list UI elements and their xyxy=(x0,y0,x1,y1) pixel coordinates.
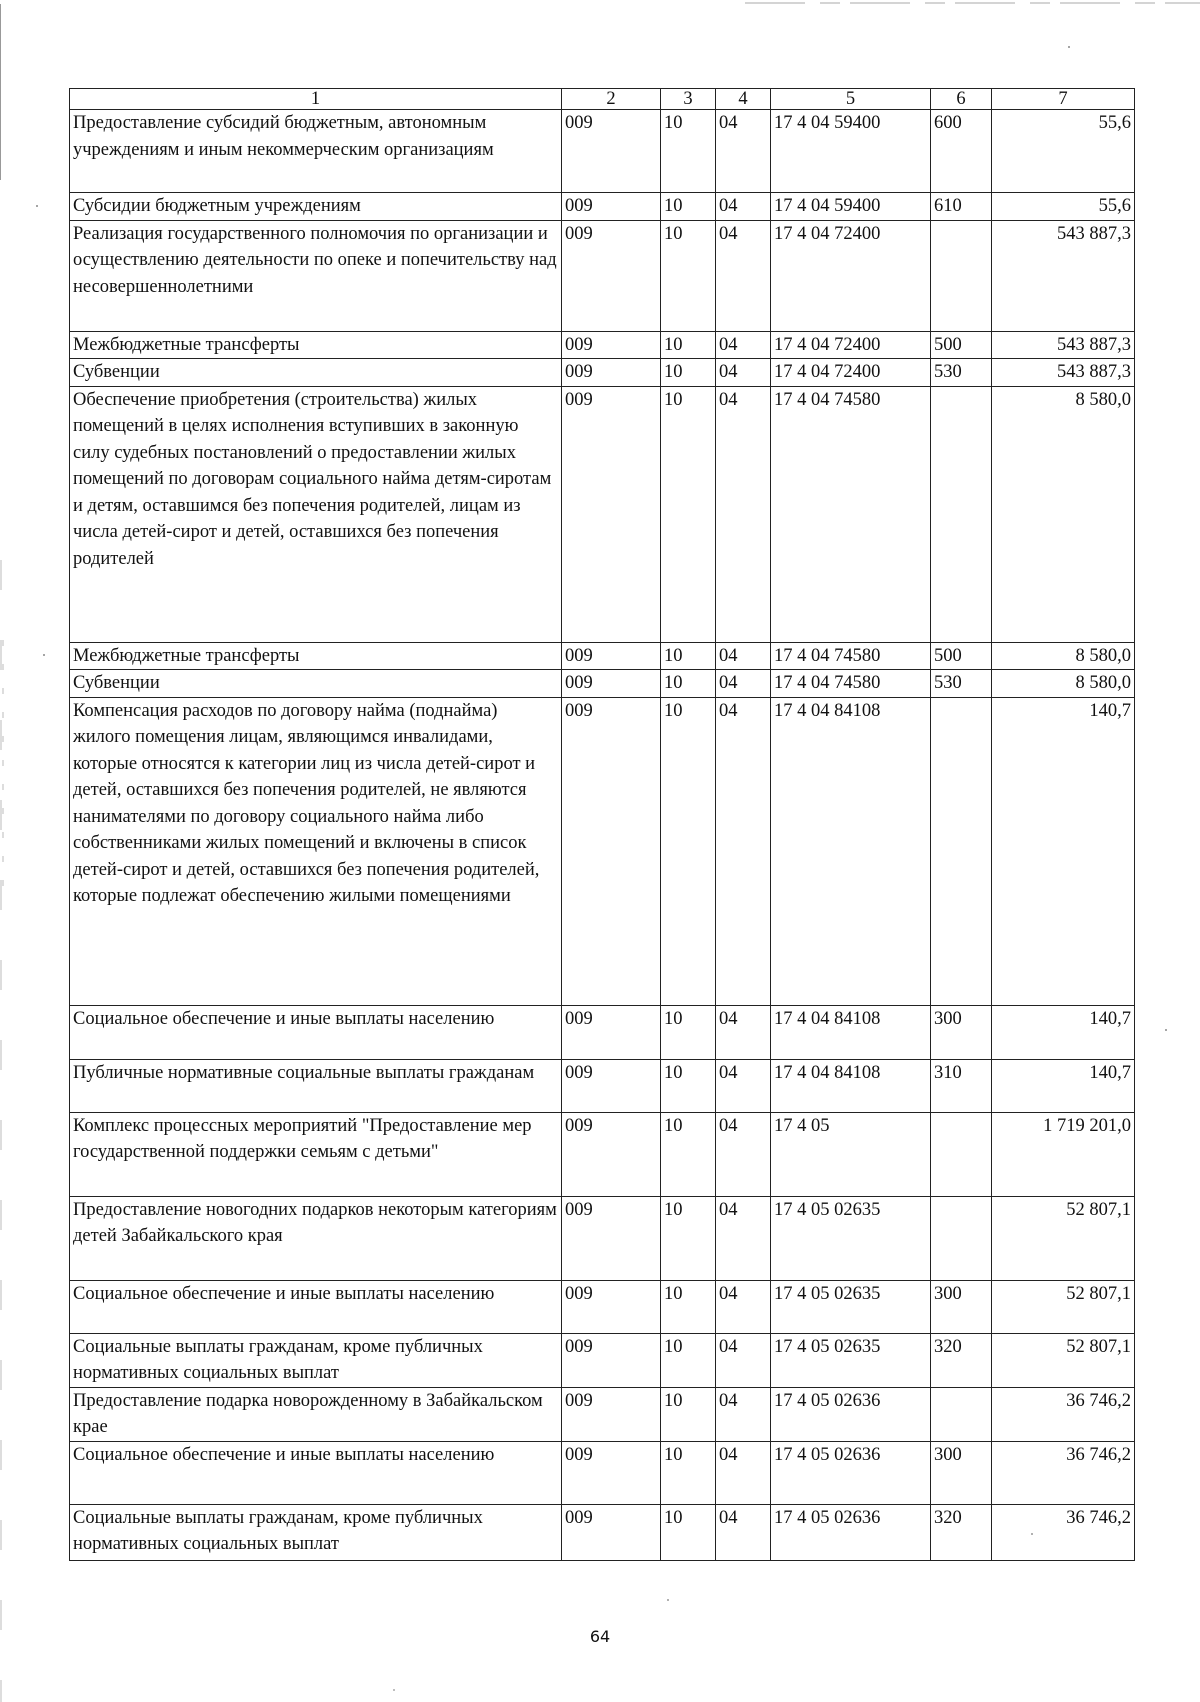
table-cell-c4: 04 xyxy=(716,1112,771,1196)
table-cell-c3: 10 xyxy=(661,1112,716,1196)
table-cell-c4: 04 xyxy=(716,359,771,387)
table-cell-c5: 17 4 04 72400 xyxy=(771,331,931,359)
table-row xyxy=(70,1504,1135,1560)
table-row xyxy=(70,1196,1135,1280)
table-cell-c7: 140,7 xyxy=(992,1059,1135,1112)
table-cell-c5: 17 4 04 84108 xyxy=(771,1005,931,1059)
table-cell-c3: 10 xyxy=(661,1005,716,1059)
table-cell-name: Предоставление подарка новорожденному в Забайкальском крае xyxy=(70,1387,562,1441)
table-cell-c2: 009 xyxy=(562,220,661,331)
table-cell-c5: 17 4 04 72400 xyxy=(771,220,931,331)
table-row xyxy=(70,1059,1135,1112)
table-cell-c5: 17 4 05 02635 xyxy=(771,1333,931,1387)
table-cell-c4: 04 xyxy=(716,331,771,359)
table-cell-c3: 10 xyxy=(661,697,716,1005)
table-cell-c5: 17 4 04 74580 xyxy=(771,386,931,642)
table-row xyxy=(70,386,1135,642)
table-cell-c7: 543 887,3 xyxy=(992,220,1135,331)
table-cell-c6: 300 xyxy=(931,1005,992,1059)
table-cell-c2: 009 xyxy=(562,1112,661,1196)
table-cell-c2: 009 xyxy=(562,359,661,387)
table-cell-c3: 10 xyxy=(661,1441,716,1504)
table-cell-c6: 300 xyxy=(931,1280,992,1333)
table-cell-c2: 009 xyxy=(562,331,661,359)
table-cell-c3: 10 xyxy=(661,1504,716,1560)
table-cell-c5: 17 4 04 84108 xyxy=(771,697,931,1005)
table-cell-c3: 10 xyxy=(661,110,716,193)
table-cell-name: Предоставление субсидий бюджетным, автономным учреждениям и иным некоммерческим организациям xyxy=(70,110,562,193)
table-row xyxy=(70,642,1135,670)
table-cell-c3: 10 xyxy=(661,331,716,359)
table-cell-c3: 10 xyxy=(661,642,716,670)
table-cell-c3: 10 xyxy=(661,386,716,642)
table-row xyxy=(70,1333,1135,1387)
table-cell-c6: 530 xyxy=(931,359,992,387)
table-row xyxy=(70,1441,1135,1504)
table-cell-c6: 320 xyxy=(931,1333,992,1387)
table-cell-name: Социальное обеспечение и иные выплаты населению xyxy=(70,1280,562,1333)
column-header: 7 xyxy=(992,89,1135,110)
table-cell-c3: 10 xyxy=(661,670,716,698)
table-cell-c5: 17 4 04 59400 xyxy=(771,110,931,193)
table-cell-c6: 500 xyxy=(931,642,992,670)
table-cell-c6: 530 xyxy=(931,670,992,698)
table-cell-c7: 55,6 xyxy=(992,110,1135,193)
table-cell-name: Социальное обеспечение и иные выплаты населению xyxy=(70,1005,562,1059)
table-cell-name: Предоставление новогодних подарков некоторым категориям детей Забайкальского края xyxy=(70,1196,562,1280)
column-header: 1 xyxy=(70,89,562,110)
table-cell-c7: 543 887,3 xyxy=(992,331,1135,359)
table-cell-c2: 009 xyxy=(562,1005,661,1059)
table-cell-c5: 17 4 05 02636 xyxy=(771,1387,931,1441)
table-cell-c7: 55,6 xyxy=(992,193,1135,221)
table-cell-c6 xyxy=(931,386,992,642)
table-cell-name: Социальные выплаты гражданам, кроме публичных нормативных социальных выплат xyxy=(70,1333,562,1387)
table-cell-c5: 17 4 05 xyxy=(771,1112,931,1196)
table-row xyxy=(70,1280,1135,1333)
table-cell-c3: 10 xyxy=(661,1387,716,1441)
column-header: 6 xyxy=(931,89,992,110)
table-cell-c4: 04 xyxy=(716,697,771,1005)
budget-table xyxy=(69,88,1135,1561)
table-cell-c2: 009 xyxy=(562,1504,661,1560)
table-cell-c7: 36 746,2 xyxy=(992,1441,1135,1504)
table-cell-name: Публичные нормативные социальные выплаты гражданам xyxy=(70,1059,562,1112)
table-cell-name: Социальное обеспечение и иные выплаты населению xyxy=(70,1441,562,1504)
table-cell-c5: 17 4 05 02635 xyxy=(771,1280,931,1333)
table-cell-c4: 04 xyxy=(716,1387,771,1441)
column-header: 4 xyxy=(716,89,771,110)
table-cell-name: Комплекс процессных мероприятий "Предоставление мер государственной поддержки семьям с детьми" xyxy=(70,1112,562,1196)
table-cell-c2: 009 xyxy=(562,110,661,193)
table-cell-c6 xyxy=(931,220,992,331)
table-cell-name: Межбюджетные трансферты xyxy=(70,642,562,670)
table-row xyxy=(70,670,1135,698)
table-cell-c4: 04 xyxy=(716,670,771,698)
table-cell-c3: 10 xyxy=(661,193,716,221)
table-cell-c4: 04 xyxy=(716,110,771,193)
table-row xyxy=(70,110,1135,193)
table-cell-name: Обеспечение приобретения (строительства) жилых помещений в целях исполнения вступивших в законную силу судебных постановлений о предоставлении жилых помещений по договорам социального найма детям-сиротам и детям, оставшимся без попечения родителей, лицам из числа детей-сирот и детей, оставшихся без попечения родителей xyxy=(70,386,562,642)
table-cell-c7: 543 887,3 xyxy=(992,359,1135,387)
table-cell-c7: 52 807,1 xyxy=(992,1333,1135,1387)
table-cell-c4: 04 xyxy=(716,1333,771,1387)
table-cell-name: Межбюджетные трансферты xyxy=(70,331,562,359)
table-cell-name: Социальные выплаты гражданам, кроме публичных нормативных социальных выплат xyxy=(70,1504,562,1560)
table-row xyxy=(70,697,1135,1005)
table-cell-c6 xyxy=(931,697,992,1005)
table-cell-c3: 10 xyxy=(661,220,716,331)
column-header: 2 xyxy=(562,89,661,110)
table-cell-c5: 17 4 05 02636 xyxy=(771,1441,931,1504)
table-cell-c7: 140,7 xyxy=(992,1005,1135,1059)
table-cell-c2: 009 xyxy=(562,1441,661,1504)
table-header-row xyxy=(70,89,1135,110)
table-cell-c7: 36 746,2 xyxy=(992,1504,1135,1560)
table-cell-c6: 300 xyxy=(931,1441,992,1504)
table-cell-c7: 8 580,0 xyxy=(992,670,1135,698)
table-cell-c7: 8 580,0 xyxy=(992,642,1135,670)
column-header: 5 xyxy=(771,89,931,110)
table-cell-c4: 04 xyxy=(716,1280,771,1333)
table-row xyxy=(70,331,1135,359)
table-cell-c5: 17 4 04 84108 xyxy=(771,1059,931,1112)
table-cell-name: Субвенции xyxy=(70,670,562,698)
table-cell-c3: 10 xyxy=(661,359,716,387)
table-row xyxy=(70,1005,1135,1059)
table-cell-c6: 500 xyxy=(931,331,992,359)
table-cell-c2: 009 xyxy=(562,193,661,221)
table-row xyxy=(70,1387,1135,1441)
table-cell-c5: 17 4 05 02635 xyxy=(771,1196,931,1280)
table-cell-c4: 04 xyxy=(716,1005,771,1059)
table-row xyxy=(70,359,1135,387)
table-cell-name: Реализация государственного полномочия по организации и осуществлению деятельности по опеке и попечительству над несовершеннолетними xyxy=(70,220,562,331)
page-number: 64 xyxy=(589,1627,611,1646)
table-cell-c6 xyxy=(931,1112,992,1196)
table-cell-c2: 009 xyxy=(562,1196,661,1280)
table-cell-c5: 17 4 04 72400 xyxy=(771,359,931,387)
table-row xyxy=(70,220,1135,331)
table-cell-c4: 04 xyxy=(716,1196,771,1280)
table-cell-c5: 17 4 04 74580 xyxy=(771,642,931,670)
table-cell-c3: 10 xyxy=(661,1196,716,1280)
table-cell-c2: 009 xyxy=(562,1059,661,1112)
table-cell-name: Субсидии бюджетным учреждениям xyxy=(70,193,562,221)
table-cell-c5: 17 4 04 59400 xyxy=(771,193,931,221)
table-cell-c2: 009 xyxy=(562,670,661,698)
table-cell-c3: 10 xyxy=(661,1333,716,1387)
table-cell-c7: 52 807,1 xyxy=(992,1196,1135,1280)
table-cell-c7: 8 580,0 xyxy=(992,386,1135,642)
table-cell-c4: 04 xyxy=(716,642,771,670)
table-cell-c2: 009 xyxy=(562,1333,661,1387)
table-cell-c6 xyxy=(931,1387,992,1441)
table-cell-name: Компенсация расходов по договору найма (поднайма) жилого помещения лицам, являющимся инвалидами, которые относятся к категории лиц из числа детей-сирот и детей, оставшихся без попечения родителей, не являются нанимателями по договору социального найма либо собственниками жилых помещений и включены в список детей-сирот и детей, оставшихся без попечения родителей, которые подлежат обеспечению жилыми помещениями xyxy=(70,697,562,1005)
table-cell-c5: 17 4 05 02636 xyxy=(771,1504,931,1560)
table-cell-c6: 310 xyxy=(931,1059,992,1112)
table-cell-c7: 52 807,1 xyxy=(992,1280,1135,1333)
table-cell-c2: 009 xyxy=(562,386,661,642)
table-cell-c2: 009 xyxy=(562,697,661,1005)
table-cell-c4: 04 xyxy=(716,1059,771,1112)
table-cell-c4: 04 xyxy=(716,1441,771,1504)
table-cell-c6: 610 xyxy=(931,193,992,221)
table-cell-c7: 36 746,2 xyxy=(992,1387,1135,1441)
table-cell-name: Субвенции xyxy=(70,359,562,387)
table-cell-c6: 320 xyxy=(931,1504,992,1560)
table-cell-c5: 17 4 04 74580 xyxy=(771,670,931,698)
table-cell-c4: 04 xyxy=(716,193,771,221)
table-cell-c2: 009 xyxy=(562,1387,661,1441)
table-cell-c4: 04 xyxy=(716,386,771,642)
table-cell-c3: 10 xyxy=(661,1059,716,1112)
table-cell-c3: 10 xyxy=(661,1280,716,1333)
table-cell-c4: 04 xyxy=(716,1504,771,1560)
table-cell-c2: 009 xyxy=(562,642,661,670)
table-cell-c6: 600 xyxy=(931,110,992,193)
table-row xyxy=(70,193,1135,221)
column-header: 3 xyxy=(661,89,716,110)
table-row xyxy=(70,1112,1135,1196)
table-cell-c7: 1 719 201,0 xyxy=(992,1112,1135,1196)
table-cell-c6 xyxy=(931,1196,992,1280)
table-cell-c4: 04 xyxy=(716,220,771,331)
table-cell-c7: 140,7 xyxy=(992,697,1135,1005)
table-cell-c2: 009 xyxy=(562,1280,661,1333)
